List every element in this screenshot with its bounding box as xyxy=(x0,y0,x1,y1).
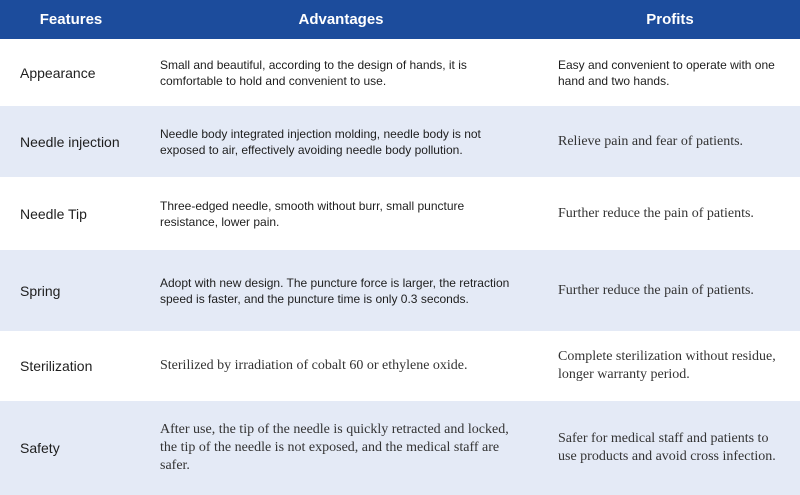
profit-cell-appearance: Easy and convenient to operate with one hand and two hands. xyxy=(540,39,800,106)
advantage-cell-safety: After use, the tip of the needle is quickly retracted and locked, the tip of the needle is not exposed, and the medical staff are safer. xyxy=(142,401,540,495)
profit-cell-needle-injection: Relieve pain and fear of patients. xyxy=(540,106,800,177)
profit-cell-spring: Further reduce the pain of patients. xyxy=(540,250,800,331)
header-features: Features xyxy=(0,0,142,39)
feature-cell-needle-injection: Needle injection xyxy=(0,106,142,177)
header-profits: Profits xyxy=(540,0,800,39)
advantage-cell-needle-injection: Needle body integrated injection molding, needle body is not exposed to air, effectively avoiding needle body pollution. xyxy=(142,106,540,177)
advantage-cell-spring: Adopt with new design. The puncture force is larger, the retraction speed is faster, and the puncture time is only 0.3 seconds. xyxy=(142,250,540,331)
advantage-cell-sterilization: Sterilized by irradiation of cobalt 60 or ethylene oxide. xyxy=(142,331,540,401)
advantage-cell-appearance: Small and beautiful, according to the design of hands, it is comfortable to hold and convenient to use. xyxy=(142,39,540,106)
profit-cell-safety: Safer for medical staff and patients to use products and avoid cross infection. xyxy=(540,401,800,495)
profit-cell-sterilization: Complete sterilization without residue, longer warranty period. xyxy=(540,331,800,401)
advantage-cell-needle-tip: Three-edged needle, smooth without burr, small puncture resistance, lower pain. xyxy=(142,177,540,250)
header-advantages: Advantages xyxy=(142,0,540,39)
feature-cell-spring: Spring xyxy=(0,250,142,331)
feature-cell-needle-tip: Needle Tip xyxy=(0,177,142,250)
feature-cell-sterilization: Sterilization xyxy=(0,331,142,401)
feature-cell-appearance: Appearance xyxy=(0,39,142,106)
feature-cell-safety: Safety xyxy=(0,401,142,495)
profit-cell-needle-tip: Further reduce the pain of patients. xyxy=(540,177,800,250)
